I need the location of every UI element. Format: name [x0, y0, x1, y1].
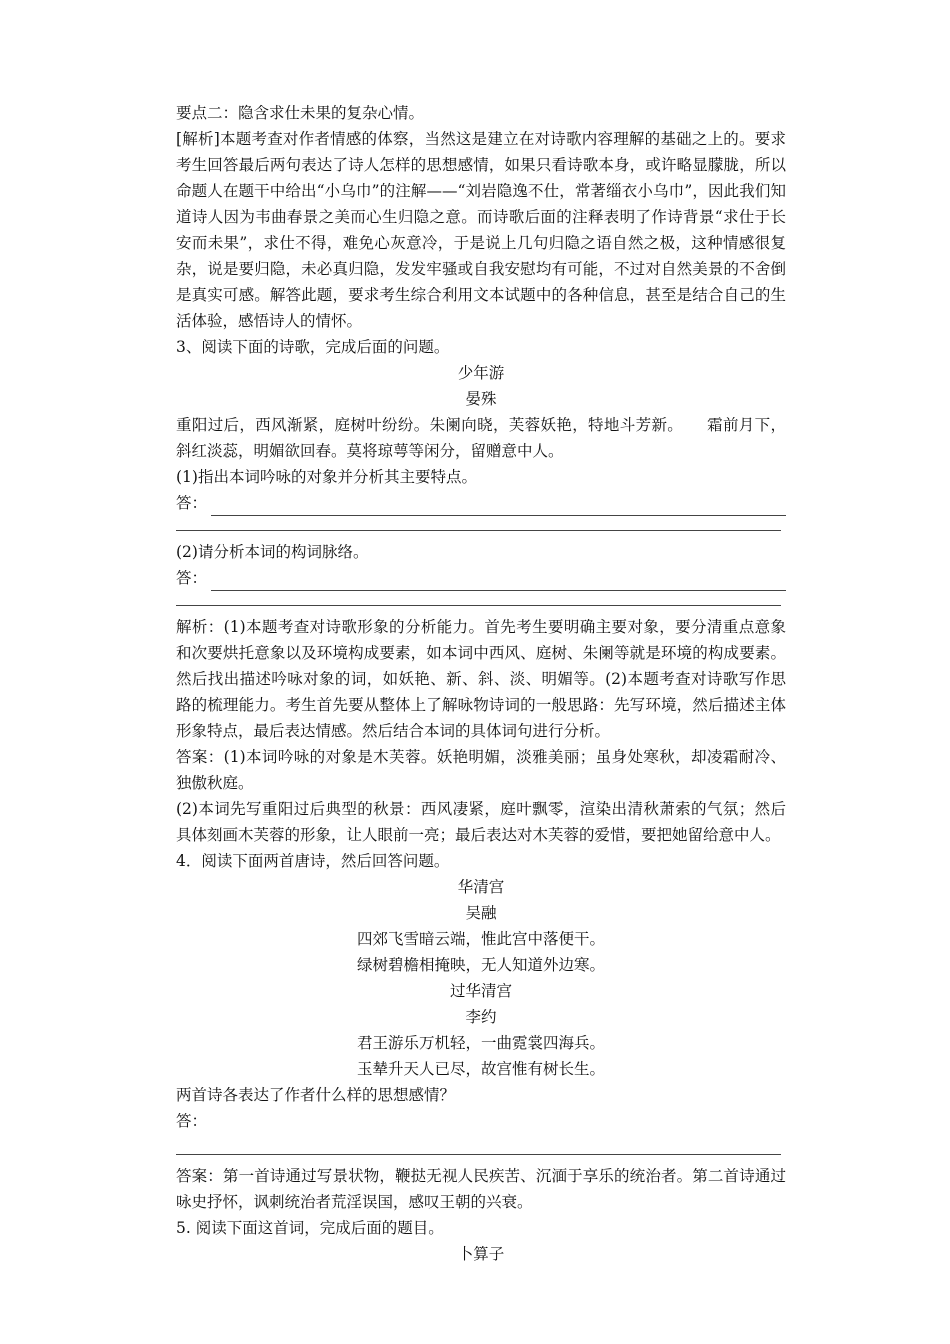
answer-blank-rule	[211, 572, 786, 591]
poem-line: 四郊飞雪暗云端，惟此宫中落便干。	[356, 930, 605, 948]
answer-blank-rule	[211, 497, 786, 516]
poem-author-wurong: 吴融	[465, 904, 497, 922]
poem-author-liyue: 李约	[465, 1008, 497, 1026]
analysis-paragraph-q3: 解析：(1)本题考查对诗歌形象的分析能力。首先考生要明确主要对象，要分清重点意象和次要烘托意象以及环境构成要素，如本词中西风、庭树、朱阑等就是环境的构成要素。然后找出描述吟咏对象的词，如妖艳、新、斜、淡、明媚等。(2)本题考查对诗歌写作思路的梳理能力。考生首先要从整体上了解咏物诗词的一般思路：先写环境，然后描述主体形象特点，最后表达情感。然后结合本词的具体词句进行分析。	[176, 618, 786, 740]
answer-blank-rule-extra	[176, 516, 781, 531]
document-body	[176, 100, 786, 1267]
poem-title-shaonianyou: 少年游	[457, 364, 505, 382]
question-4-question: 两首诗各表达了作者什么样的思想感情？	[176, 1086, 456, 1104]
poem-title-huaqinggong: 华清宫	[457, 878, 505, 896]
poem-title-guohuaqinggong: 过华清宫	[449, 982, 512, 1000]
answer-label: 答：	[176, 1112, 208, 1130]
answer-paragraph-q3-1: 答案：(1)本词吟咏的对象是木芙蓉。妖艳明媚，淡雅美丽；虽身处寒秋，却凌霜耐冷、独傲秋庭。	[176, 748, 786, 792]
poem-line: 君王游乐万机轻，一曲霓裳四海兵。	[356, 1034, 605, 1052]
question-3-sub-1: (1)指出本词吟咏的对象并分析其主要特点。	[176, 468, 477, 486]
question-5-stem: 5. 阅读下面这首词，完成后面的题目。	[176, 1219, 444, 1237]
answer-blank-rule-extra	[176, 591, 781, 606]
answer-paragraph-q3-2: (2)本词先写重阳过后典型的秋景：西风凄紧，庭叶飘零，渲染出清秋萧索的气氛；然后具体刻画木芙蓉的形象，让人眼前一亮；最后表达对木芙蓉的爱惜，要把她留给意中人。	[176, 800, 786, 844]
answer-paragraph-q4: 答案：第一首诗通过写景状物，鞭挞无视人民疾苦、沉湎于享乐的统治者。第二首诗通过咏史抒怀，讽刺统治者荒淫误国，感叹王朝的兴衰。	[176, 1167, 786, 1211]
answer-blank-rule-q4[interactable]	[176, 1134, 781, 1155]
question-4-stem: 4．阅读下面两首唐诗，然后回答问题。	[176, 852, 450, 870]
answer-label: 答：	[176, 569, 208, 587]
poem-line: 绿树碧檐相掩映，无人知道外边寒。	[356, 956, 605, 974]
key-point-two: 要点二：隐含求仕未果的复杂心情。	[176, 104, 425, 122]
poem-author-yanshu: 晏殊	[465, 390, 497, 408]
answer-line-q3-1[interactable]	[176, 490, 786, 516]
poem-text-shaonianyou: 重阳过后，西风渐紧，庭树叶纷纷。朱阑向晓，芙蓉妖艳，特地斗芳新。 霜前月下，斜红淡蕊，明媚欲回春。莫将琼萼等闲分，留赠意中人。	[176, 416, 786, 460]
poem-line: 玉辇升天人已尽，故宫惟有树长生。	[356, 1060, 605, 1078]
answer-line-q3-2[interactable]	[176, 565, 786, 591]
poem-title-busuanzi: 卜算子	[457, 1245, 505, 1263]
answer-label: 答：	[176, 494, 208, 512]
question-3-stem: 3、阅读下面的诗歌，完成后面的问题。	[176, 338, 450, 356]
analysis-paragraph-q2: [解析]本题考查对作者情感的体察，当然这是建立在对诗歌内容理解的基础之上的。要求考生回答最后两句表达了诗人怎样的思想感情，如果只看诗歌本身，或许略显朦胧，所以命题人在题干中给出“小乌巾”的注解——“刘岩隐逸不仕，常著缁衣小乌巾”，因此我们知道诗人因为韦曲春景之美而心生归隐之意。而诗歌后面的注释表明了作诗背景“求仕于长安而未果”，求仕不得，难免心灰意冷，于是说上几句归隐之语自然之极，这种情感很复杂，说是要归隐，未必真归隐，发发牢骚或自我安慰均有可能，不过对自然美景的不舍倒是真实可感。解答此题，要求考生综合利用文本试题中的各种信息，甚至是结合自己的生活体验，感悟诗人的情怀。	[176, 130, 786, 330]
question-3-sub-2: (2)请分析本词的构词脉络。	[176, 543, 369, 561]
